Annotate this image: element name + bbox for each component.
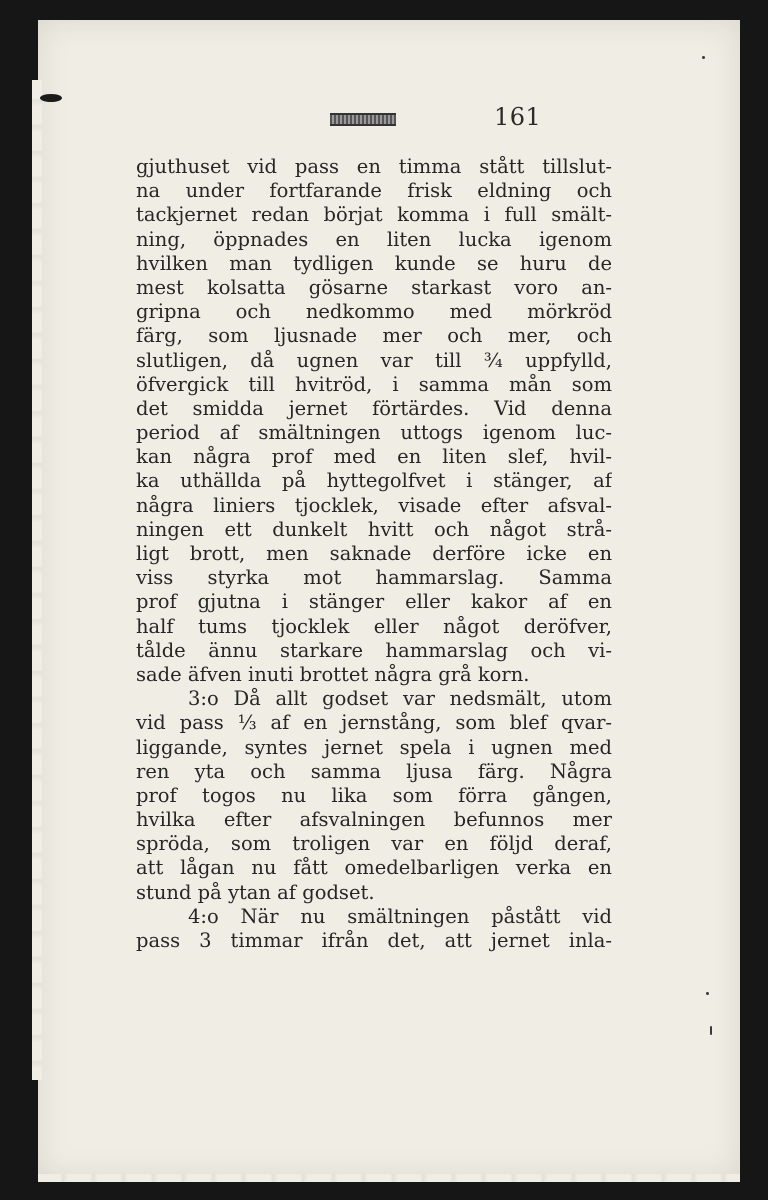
text-line: ningen ett dunkelt hvitt och något strå-: [136, 517, 612, 541]
text-line: tålde ännu starkare hammarslag och vi-: [136, 638, 612, 662]
text-line: period af smältningen uttogs igenom luc-: [136, 421, 612, 445]
text-line: 3:o Då allt godset var nedsmält, utom: [188, 687, 612, 711]
body-text: [136, 155, 612, 953]
text-line: hvilka efter afsvalningen befunnos mer: [136, 808, 612, 832]
text-line: pass 3 timmar ifrån det, att jernet inla-: [136, 929, 612, 952]
ink-speck: [40, 94, 62, 102]
text-line: några liniers tjocklek, visade efter afsval-: [136, 493, 612, 517]
text-line: ren yta och samma ljusa färg. Några: [136, 759, 612, 783]
text-line: färg, som ljusnade mer och mer, och: [136, 324, 612, 348]
text-line: mest kolsatta gösarne starkast voro an-: [136, 275, 612, 299]
text-line: half tums tjocklek eller något deröfver,: [136, 614, 612, 638]
text-line: gripna och nedkommo med mörkröd: [136, 300, 612, 324]
text-line: att lågan nu fått omedelbarligen verka en: [136, 856, 612, 880]
text-line: vid pass ⅓ af en jernstång, som blef qvar-: [136, 711, 612, 735]
text-line: spröda, som troligen var en följd deraf,: [136, 832, 612, 856]
text-line: ligt brott, men saknade derföre icke en: [136, 542, 612, 565]
page-number: 161: [494, 103, 542, 131]
text-line: liggande, syntes jernet spela i ugnen med: [136, 735, 612, 759]
ink-speck: [706, 992, 709, 995]
text-line: stund på ytan af godset.: [136, 880, 375, 904]
text-line: det smidda jernet förtärdes. Vid denna: [136, 396, 612, 420]
text-line: slutligen, då ugnen var till ¾ uppfylld,: [136, 348, 612, 372]
text-line: kan några prof med en liten slef, hvil-: [136, 445, 612, 469]
header-ornament: [330, 113, 396, 126]
text-line: ning, öppnades en liten lucka igenom: [136, 227, 612, 251]
ink-speck: [710, 1026, 712, 1035]
text-line: öfvergick till hvitröd, i samma mån som: [136, 372, 612, 396]
text-line: prof togos nu lika som förra gången,: [136, 783, 612, 807]
text-line: hvilken man tydligen kunde se huru de: [136, 251, 612, 275]
text-line: na under fortfarande frisk eldning och: [136, 179, 612, 203]
text-line: ka uthällda på hyttegolfvet i stänger, af: [136, 469, 612, 493]
text-line: prof gjutna i stänger eller kakor af en: [136, 590, 612, 614]
text-line: 4:o När nu smältningen påstått vid: [188, 904, 612, 928]
text-line: viss styrka mot hammarslag. Samma: [136, 566, 612, 590]
page-header: [330, 105, 580, 135]
text-line: tackjernet redan börjat komma i full smält-: [136, 203, 612, 227]
ink-speck: [702, 56, 705, 59]
text-line: gjuthuset vid pass en timma stått tillslut-: [136, 155, 612, 178]
text-line: sade äfven inuti brottet några grå korn.: [136, 662, 530, 686]
